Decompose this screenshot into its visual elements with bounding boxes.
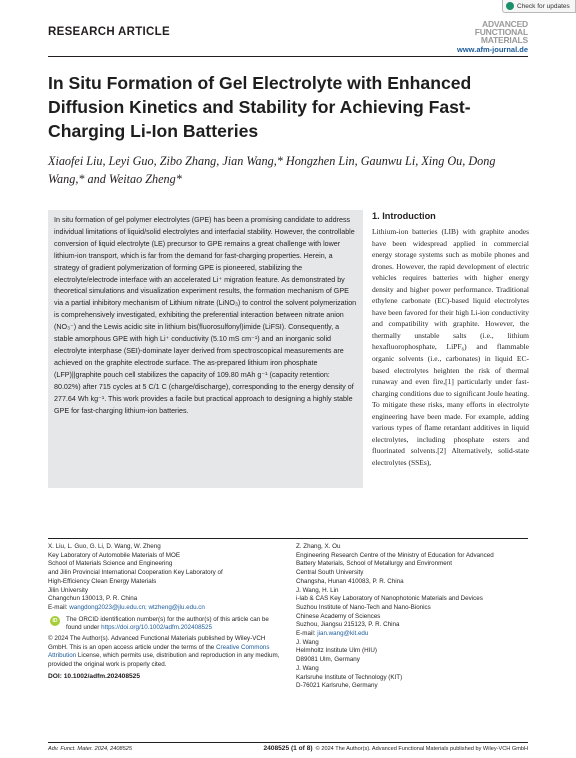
affiliations-right (296, 543, 536, 691)
update-check-icon (506, 2, 514, 10)
affiliation-line: Engineering Research Centre of the Ministry of Education for Advanced (296, 551, 494, 559)
introduction-text: Lithium-ion batteries (LIB) with graphite anodes have been widespread applied in commercial energy storage systems such as mobile phones and drones. However, the rapid development of electric vehicles requires batteries with higher energy density and higher power performance. Traditional ethylene carbonate (EC)-based liquid electrolytes have been favored for their high Li-ion conductivity and compatibility with graphite. However, the thermally unstable salts (i.e., lithium hexafluorophosphate, LiPF₆) and flammable organic solvents (i.e., carbonates) in liquid EC-based electrolytes heighten the risk of thermal runaway and even fire,[1] particularly under fast-charging conditions due to significant Joule heating. To mitigate these risks, many efforts in electrolyte engineering have been made. For example, adding various types of flame retardant additives in liquid electrolytes, including phosphate esters and fluorinated solvents.[2] Alternatively, solid-state electrolytes (SSEs), (372, 227, 529, 467)
email-label: E-mail: (48, 603, 68, 611)
footer-citation: Adv. Funct. Mater. 2024, 2408525 (48, 746, 132, 752)
affiliation-line: Chinese Academy of Sciences (296, 612, 381, 620)
affiliation-line: Suzhou, Jiangsu 215123, P. R. China (296, 621, 400, 629)
article-section-label: RESEARCH ARTICLE (48, 26, 170, 38)
affiliation-line: Suzhou Institute of Nano-Tech and Nano-Bionics (296, 603, 431, 611)
header-divider (48, 56, 528, 57)
affiliation-line: High-Efficiency Clean Energy Materials (48, 577, 157, 585)
logo-line-2: FUNCTIONAL (474, 27, 528, 37)
affiliation-line: Central South University (296, 569, 364, 577)
email-link[interactable]: wangdong2023@jlu.edu.cn; wtzheng@jlu.edu.cn (69, 603, 205, 611)
orcid-text: The ORCID identification number(s) for the author(s) of this article can be found under https://doi.org/10.1002/adfm.202408525 (66, 615, 269, 632)
affiliation-line: D89081 Ulm, Germany (296, 656, 360, 664)
check-for-updates-badge[interactable] (502, 0, 576, 13)
journal-url-link[interactable]: www.afm-journal.de (457, 45, 528, 54)
affiliation-line: D-76021 Karlsruhe, Germany (296, 682, 378, 690)
license-note: © 2024 The Author(s). Advanced Functional Materials published by Wiley-VCH GmbH. This is an open access article under the terms of the Creative Commons Attribution License, which permits use, distribution and reproduction in any medium, provided the original work is properly cited. (48, 635, 280, 669)
article-title: In Situ Formation of Gel Electrolyte with Enhanced Diffusion Kinetics and Stability for Achieving Fast-Charging Li-Ion Batteries (48, 73, 472, 141)
check-for-updates-label: Check for updates (517, 2, 570, 10)
footer-copyright: © 2024 The Author(s). Advanced Functional Materials published by Wiley-VCH GmbH (315, 746, 528, 752)
author-list: Xiaofei Liu, Leyi Guo, Zibo Zhang, Jian Wang,* Hongzhen Lin, Gaunwu Li, Xing Ou, Dong Wang,* and Weitao Zheng* (48, 154, 496, 186)
affiliations-divider (48, 538, 528, 539)
journal-logo (475, 20, 528, 44)
affiliation-line: Changchun 130013, P. R. China (48, 595, 138, 603)
introduction-heading: 1. Introduction (372, 211, 436, 221)
email-label: E-mail: (296, 630, 316, 638)
abstract-box (48, 210, 363, 488)
orcid-note (48, 616, 283, 633)
orcid-icon: ID (50, 616, 60, 626)
footer-page-number: 2408525 (1 of 8) (263, 745, 313, 752)
abstract-text: In situ formation of gel polymer electrolytes (GPE) has been a promising candidate to address individual limitations of liquid/solid electrolytes and interfacial stability. However, the controllable conversion of liquid electrolyte (LE) precursor to GPE remains a great challenge with lower lithium-ion transport, which is far from the demand for fast-charging properties. Herein, a strategy of gradient polymerization of forming GPE is pioneered, stabilizing the electrolyte/electrode interface with an accelerated Li⁺ migration feature. As demonstrated by theoretical simulations and visualization experiment results, the formation mechanism of GPE via a partial inhibitory mechanism of Lithium nitrate (LiNO₃) to control the solvent polymerization is comprehensively investigated, exhibiting the preferential interaction between nitrate anion (NO₃⁻) and the Lewis acidic site in lithium bis(fluorosulfonyl)imide (LiFSI). Consequently, a stable amorphous GPE with high Li⁺ conductivity (5.10 mS cm⁻¹) and an inorganic solid electrolyte interphase (SEI)-dominate layer derived from spectroscopical measurements are achieved on the graphite electrode surface. The as-prepared lithium iron phosphate (LFP)||graphite pouch cell stabilizes the capacity of 109.80 mAh g⁻¹ (capacity retention: 80.02%) after 715 cycles at 5 C/1 C (charge/discharge), corresponding to the energy density of 277.64 Wh kg⁻¹. This work provides a facile but practical approach to designing a highly stable GPE for fast-charging lithium-ion batteries. (54, 216, 357, 415)
logo-line-1: ADVANCED (482, 19, 528, 29)
logo-line-3: MATERIALS (480, 35, 528, 45)
affiliations-left (48, 543, 283, 682)
affiliation-line: J. Wang, H. Lin (296, 586, 339, 594)
article-doi[interactable]: DOI: 10.1002/adfm.202408525 (48, 672, 141, 680)
affiliation-line: J. Wang (296, 638, 319, 646)
affiliation-line: School of Materials Science and Engineering (48, 560, 173, 568)
email-link[interactable]: jian.wang@kit.edu (317, 630, 369, 638)
affiliation-line: X. Liu, L. Guo, G. Li, D. Wang, W. Zheng (48, 543, 161, 550)
affiliation-line: Karlsruhe Institute of Technology (KIT) (296, 673, 403, 681)
creative-commons-link[interactable]: Creative Commons Attribution (48, 643, 270, 660)
affiliation-line: J. Wang (296, 664, 319, 672)
affiliation-line: Z. Zhang, X. Ou (296, 543, 341, 550)
affiliation-line: Helmholtz Institute Ulm (HIU) (296, 647, 377, 655)
corresponding-email (296, 630, 536, 639)
footer-divider (48, 742, 528, 743)
affiliation-line: i-lab & CAS Key Laboratory of Nanophotonic Materials and Devices (296, 595, 483, 603)
affiliation-line: Key Laboratory of Automobile Materials of MOE (48, 551, 181, 559)
affiliation-line: Jilin University (48, 586, 88, 594)
affiliation-line: and Jilin Provincial International Cooperation Key Laboratory of (48, 569, 223, 577)
affiliation-line: Changsha, Hunan 410083, P. R. China (296, 577, 404, 585)
affiliation-line: Battery Materials, School of Metallurgy and Environment (296, 560, 452, 568)
corresponding-email (48, 604, 283, 613)
orcid-doi-link[interactable]: https://doi.org/10.1002/adfm.202408525 (101, 624, 212, 632)
